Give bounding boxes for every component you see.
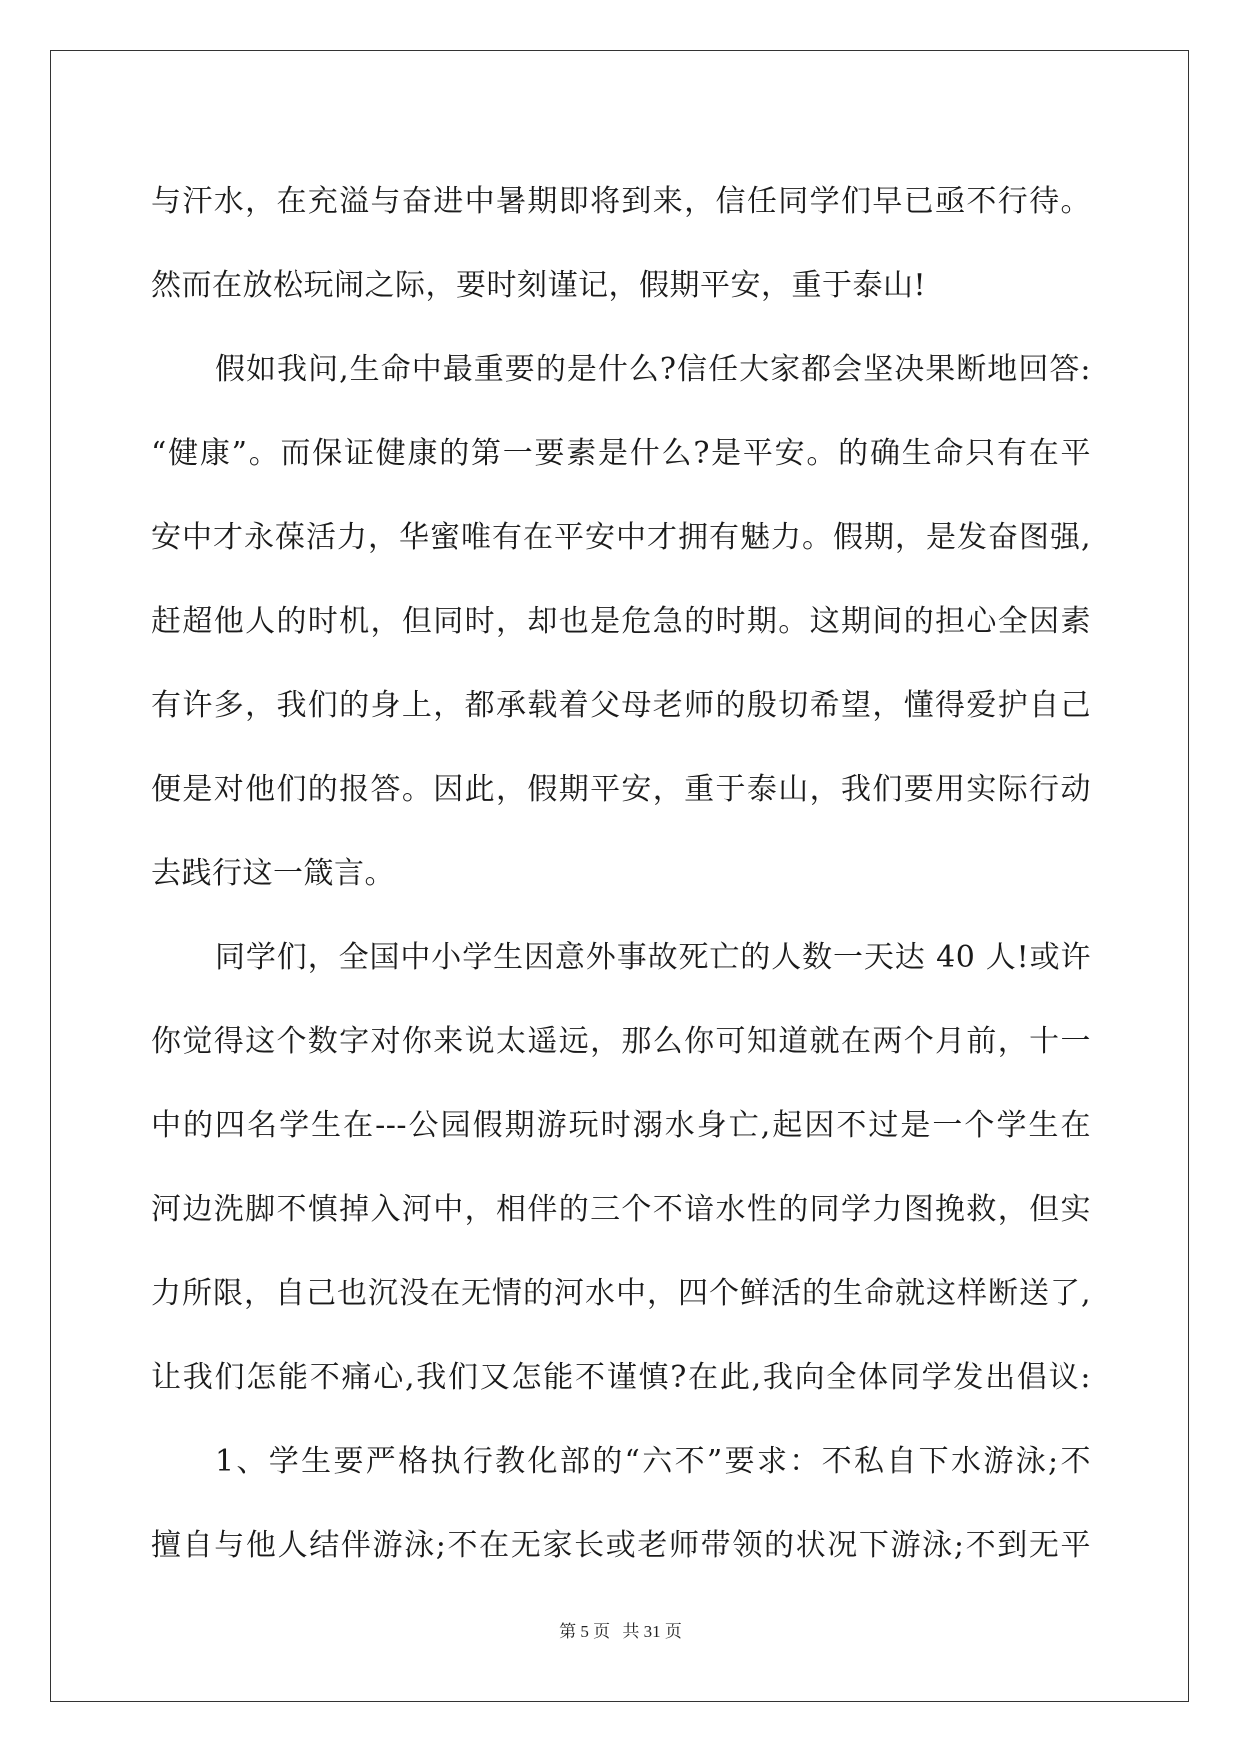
text-line: 河边洗脚不慎掉入河中，相伴的三个不谙水性的同学力图挽救，但实 (151, 1192, 1091, 1227)
text-line: 假如我问,生命中最重要的是什么?信任大家都会坚决果断地回答: (215, 352, 1091, 387)
text-line: 有许多，我们的身上，都承载着父母老师的殷切希望，懂得爱护自己 (151, 688, 1091, 723)
page-footer (0, 1617, 1241, 1642)
text-line: 力所限，自己也沉没在无情的河水中，四个鲜活的生命就这样断送了, (151, 1276, 1091, 1311)
page-total: 共 31 页 (622, 1622, 682, 1641)
text-line: “健康”。而保证健康的第一要素是什么?是平安。的确生命只有在平 (151, 436, 1091, 471)
document-body (151, 160, 1091, 1588)
text-line: 便是对他们的报答。因此，假期平安，重于泰山，我们要用实际行动 (151, 772, 1091, 807)
page-number: 第 5 页 (559, 1622, 611, 1641)
text-line: 让我们怎能不痛心,我们又怎能不谨慎?在此,我向全体同学发出倡议: (151, 1360, 1091, 1395)
text-line: 与汗水，在充溢与奋进中暑期即将到来，信任同学们早已亟不行待。 (151, 184, 1091, 219)
text-line: 你觉得这个数字对你来说太遥远，那么你可知道就在两个月前，十一 (151, 1024, 1091, 1059)
text-line: 安中才永葆活力，华蜜唯有在平安中才拥有魅力。假期，是发奋图强, (151, 520, 1091, 555)
text-line: 去践行这一箴言。 (151, 856, 395, 891)
text-line: 赶超他人的时机，但同时，却也是危急的时期。这期间的担心全因素 (151, 604, 1091, 639)
text-line: 然而在放松玩闹之际，要时刻谨记，假期平安，重于泰山! (151, 268, 927, 303)
text-line: 同学们，全国中小学生因意外事故死亡的人数一天达 40 人!或许 (215, 940, 1091, 975)
text-line: 中的四名学生在---公园假期游玩时溺水身亡,起因不过是一个学生在 (151, 1108, 1091, 1143)
text-line: 擅自与他人结伴游泳;不在无家长或老师带领的状况下游泳;不到无平 (151, 1528, 1091, 1563)
text-line: 1、学生要严格执行教化部的“六不”要求：不私自下水游泳;不 (215, 1444, 1091, 1479)
